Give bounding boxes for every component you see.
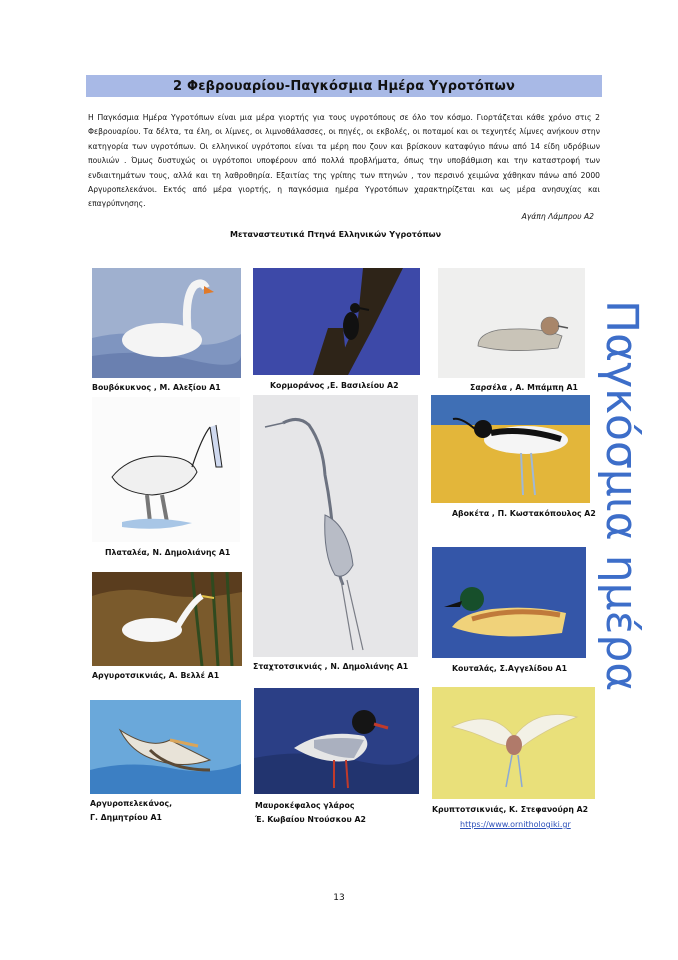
caption-gull-line1: Μαυροκέφαλος γλάρος [255, 801, 355, 810]
caption-avocet: Αβοκέτα , Π. Κωστακόπουλος Α2 [452, 509, 596, 518]
title-bar [86, 75, 602, 97]
spoonbill-drawing [92, 397, 240, 542]
swan-drawing [92, 268, 241, 378]
caption-squacco-heron: Κρυπτοτσικνιάς, Κ. Στεφανούρη Α2 [432, 805, 589, 814]
page-number: 13 [333, 893, 345, 903]
intro-paragraph: Η Παγκόσμια Ημέρα Υγροτόπων είναι μια μέρα γιορτής για τους υγροτόπους σε όλο τον κόσμο. Γιορτάζεται κάθε χρόνο στις 2 Φεβρουαρίου. Τα δέλτα, τα έλη, οι λίμνες, οι λιμνοθάλασσες, οι πηγές, οι εκβολές, οι ποταμοί και οι τεχνητές λίμνες ανήκουν στην κατηγορία των υγροτόπων. Οι ελληνικοί υγρότοποι είναι τα μέρη που ζουν και βρίσκουν καταφύγιο πάνω από 14 είδη υδρόβιων πουλιών . Όμως δυστυχώς οι υγρότοποι υποφέρουν από πολλά προβλήματα, όπως την υποβάθμιση και την καταστροφή των ενδιαιτημάτων τους, αλλά και τη λαθροθηρία. Εξαιτίας της γρίπης των πτηνών , τον περσινό χειμώνα χάθηκαν πάνω από 2000 Αργυροπελεκάνοι. Εκτός από μέρα γιορτής, η παγκόσμια ημέρα Υγροτόπων χαρακτηρίζεται και ως μέρα ανησυχίας και επαγρύπνησης. [88, 113, 600, 209]
caption-teal: Σαρσέλα , Α. Μπάμπη Α1 [470, 383, 578, 392]
pelican-drawing [90, 700, 241, 794]
cormorant-drawing [253, 268, 420, 375]
caption-cormorant: Κορμοράνος ,Ε. Βασιλείου Α2 [270, 381, 399, 390]
caption-swan: Βουβόκυκνος , Μ. Αλεξίου Α1 [92, 383, 221, 392]
caption-pelican-line2: Γ. Δημητρίου Α1 [90, 813, 162, 822]
caption-pelican-line1: Αργυροπελεκάνος, [90, 799, 173, 808]
page-title: 2 Φεβρουαρίου-Παγκόσμια Ημέρα Υγροτόπων [172, 78, 516, 94]
intro-author: Αγάπη Λάμπρου Α2 [521, 212, 594, 221]
heron-drawing [253, 395, 418, 657]
source-link[interactable]: https://www.ornithologiki.gr [460, 820, 571, 829]
avocet-drawing [431, 395, 590, 503]
teal-drawing [438, 268, 585, 378]
side-title: Παγκόσμια ημέρα [596, 300, 647, 692]
squacco-heron-drawing [432, 687, 595, 799]
caption-egret: Αργυροτσικνιάς, Α. Βελλέ Α1 [92, 671, 220, 680]
shoveler-drawing [432, 547, 586, 658]
egret-drawing [92, 572, 242, 666]
section-subtitle: Μεταναστευτικά Πτηνά Ελληνικών Υγροτόπων [230, 230, 442, 239]
caption-spoonbill: Πλαταλέα, Ν. Δημολιάνης Α1 [105, 548, 231, 557]
caption-heron: Σταχτοτσικνιάς , Ν. Δημολιάνης Α1 [253, 662, 409, 671]
caption-shoveler: Κουταλάς, Σ.Αγγελίδου Α1 [452, 664, 567, 673]
caption-gull-line2: Έ. Κωβαίου Ντούσκου Α2 [255, 815, 366, 824]
gull-drawing [254, 688, 419, 794]
